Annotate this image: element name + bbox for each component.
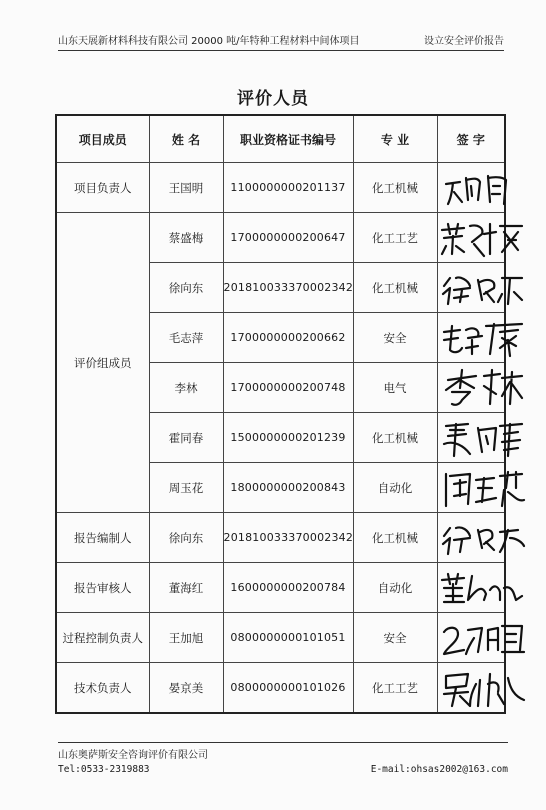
cert-cell: 1500000000201239 — [223, 413, 353, 463]
table-row — [56, 563, 505, 613]
cert-cell: 0800000000101051 — [223, 613, 353, 663]
signature-image — [438, 216, 526, 260]
name-cell: 霍同春 — [149, 413, 223, 463]
signature-image — [438, 666, 526, 710]
col-header-signature: 签 字 — [437, 115, 505, 163]
signature-image — [438, 316, 526, 360]
cert-cell: 1700000000200662 — [223, 313, 353, 363]
cert-cell: 1600000000200784 — [223, 563, 353, 613]
signature-image — [438, 616, 526, 660]
signature-image — [438, 516, 526, 560]
major-cell: 化工机械 — [353, 413, 437, 463]
signature-cell — [437, 363, 505, 413]
major-cell: 电气 — [353, 363, 437, 413]
footer-tel: Tel:0533-2319883 — [58, 764, 150, 775]
major-cell: 自动化 — [353, 563, 437, 613]
cert-cell: 1700000000200748 — [223, 363, 353, 413]
signature-image — [438, 566, 526, 610]
table-header-row — [56, 115, 505, 163]
col-header-major: 专 业 — [353, 115, 437, 163]
cert-cell: 201810033370002342 — [223, 513, 353, 563]
major-cell: 自动化 — [353, 463, 437, 513]
signature-cell — [437, 263, 505, 313]
major-cell: 化工工艺 — [353, 213, 437, 263]
cert-cell: 201810033370002342 — [223, 263, 353, 313]
name-cell: 李林 — [149, 363, 223, 413]
col-header-cert: 职业资格证书编号 — [223, 115, 353, 163]
major-cell: 化工机械 — [353, 263, 437, 313]
footer-company: 山东奥萨斯安全咨询评价有限公司 — [58, 750, 208, 761]
table-row — [56, 163, 505, 213]
name-cell: 晏京美 — [149, 663, 223, 714]
signature-cell — [437, 613, 505, 663]
major-cell: 安全 — [353, 313, 437, 363]
major-cell: 安全 — [353, 613, 437, 663]
cert-cell: 1100000000201137 — [223, 163, 353, 213]
header-project-name: 山东天展新材料科技有限公司 20000 吨/年特种工程材料中间体项目 — [58, 36, 360, 47]
signature-cell — [437, 313, 505, 363]
major-cell: 化工工艺 — [353, 663, 437, 714]
role-cell: 报告编制人 — [56, 513, 149, 563]
signature-image — [438, 366, 526, 410]
page-header — [58, 32, 504, 51]
major-cell: 化工机械 — [353, 513, 437, 563]
signature-image — [438, 266, 526, 310]
role-cell: 评价组成员 — [56, 213, 149, 513]
cert-cell: 0800000000101026 — [223, 663, 353, 714]
signature-cell — [437, 413, 505, 463]
cert-cell: 1700000000200647 — [223, 213, 353, 263]
table-row — [56, 613, 505, 663]
header-report-name: 设立安全评价报告 — [424, 36, 504, 47]
evaluator-table — [55, 114, 506, 714]
page-footer — [58, 742, 508, 775]
signature-image — [438, 466, 526, 510]
table-row — [56, 213, 505, 263]
name-cell: 周玉花 — [149, 463, 223, 513]
signature-cell — [437, 463, 505, 513]
signature-image — [438, 416, 526, 460]
signature-cell — [437, 563, 505, 613]
major-cell: 化工机械 — [353, 163, 437, 213]
signature-image — [438, 166, 526, 210]
signature-cell — [437, 213, 505, 263]
name-cell: 毛志萍 — [149, 313, 223, 363]
col-header-role: 项目成员 — [56, 115, 149, 163]
name-cell: 徐向东 — [149, 263, 223, 313]
name-cell: 王加旭 — [149, 613, 223, 663]
role-cell: 项目负责人 — [56, 163, 149, 213]
role-cell: 报告审核人 — [56, 563, 149, 613]
signature-cell — [437, 163, 505, 213]
role-cell: 技术负责人 — [56, 663, 149, 714]
table-row — [56, 513, 505, 563]
role-cell: 过程控制负责人 — [56, 613, 149, 663]
name-cell: 王国明 — [149, 163, 223, 213]
name-cell: 董海红 — [149, 563, 223, 613]
col-header-name: 姓 名 — [149, 115, 223, 163]
signature-cell — [437, 663, 505, 714]
signature-cell — [437, 513, 505, 563]
name-cell: 蔡盛梅 — [149, 213, 223, 263]
name-cell: 徐向东 — [149, 513, 223, 563]
footer-email: E-mail:ohsas2002@163.com — [370, 764, 508, 775]
page-title: 评价人员 — [237, 89, 309, 109]
table-row — [56, 663, 505, 714]
cert-cell: 1800000000200843 — [223, 463, 353, 513]
